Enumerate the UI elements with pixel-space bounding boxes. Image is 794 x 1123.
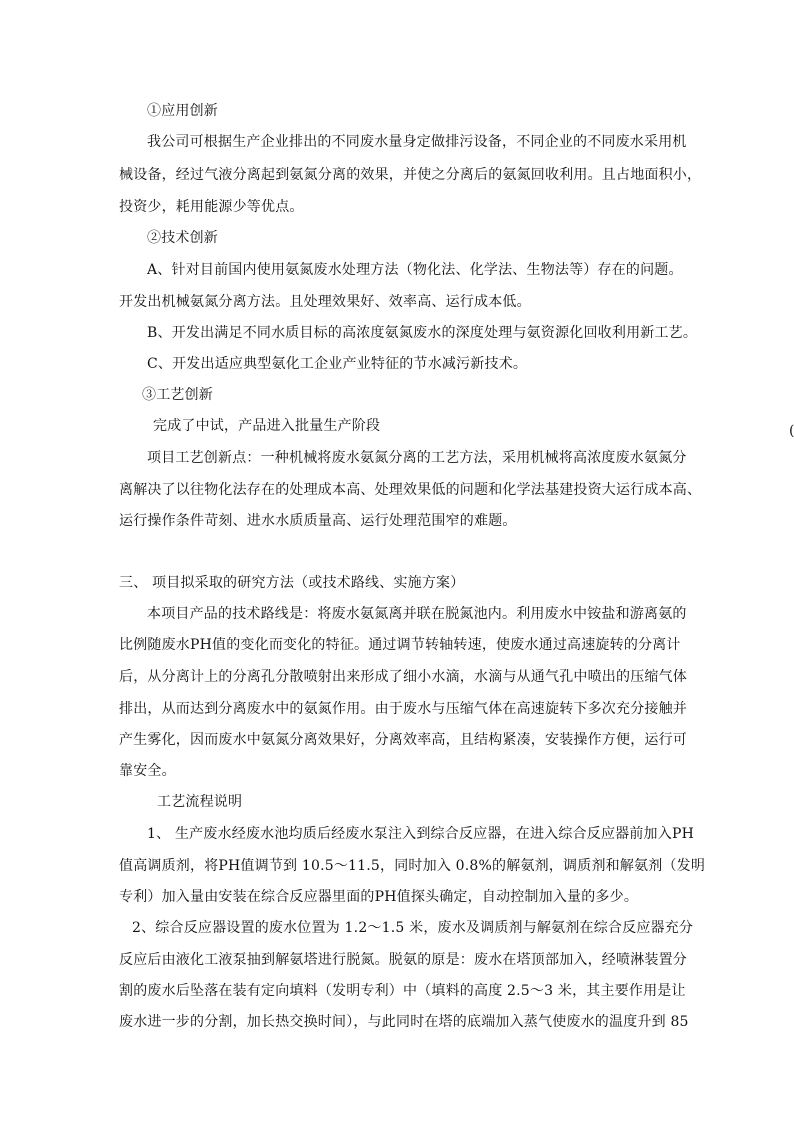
paragraph-line: 开发出机械氨氮分离方法。且处理效果好、效率高、运行成本低。 bbox=[119, 294, 531, 310]
paragraph-line: 投资少，耗用能源少等优点。 bbox=[119, 199, 304, 215]
margin-mark: ( bbox=[789, 423, 794, 439]
paragraph-line: 1、 生产废水经废水池均质后经废水泵注入到综合反应器，在进入综合反应器前加入PH bbox=[147, 826, 694, 842]
paragraph-line: 离解决了以往物化法存在的处理成本高、处理效果低的问题和化学法基建投资大运行成本高、 bbox=[119, 482, 702, 498]
paragraph-line: 反应后由液化工液泵抽到解氨塔进行脱氮。脱氨的原是：废水在塔顶部加入，经喷淋装置分 bbox=[119, 952, 687, 968]
paragraph-line: 械设备，经过气液分离起到氨氮分离的效果，并使之分离后的氨氮回收利用。且占地面积小， bbox=[119, 167, 702, 183]
paragraph-line: 废水进一步的分割，加长热交换时间），与此同时在塔的底端加入蒸气使废水的温度升到 85 bbox=[119, 1014, 689, 1030]
heading-tech-innovation: ②技术创新 bbox=[147, 230, 218, 246]
paragraph-line: 我公司可根据生产企业排出的不同废水量身定做排污设备，不同企业的不同废水采用机 bbox=[147, 134, 687, 150]
paragraph-line: 2、综合反应器设置的废水位置为 1.2～1.5 米，废水及调质剂与解氨剂在综合反应器充分 bbox=[132, 920, 694, 936]
heading-process-innovation: ③工艺创新 bbox=[142, 387, 213, 403]
paragraph-line: 排出，从而达到分离废水中的氨氮作用。由于废水与压缩气体在高速旋转下多次充分接触并 bbox=[119, 701, 687, 717]
paragraph-line: C、开发出适应典型氨化工企业产业特征的节水减污新技术。 bbox=[147, 356, 528, 372]
heading-research-method: 三、 项目拟采取的研究方法（或技术路线、实施方案） bbox=[119, 575, 465, 591]
paragraph-line: 比例随废水PH值的变化而变化的特征。通过调节转轴转速，使废水通过高速旋转的分离计 bbox=[119, 637, 681, 653]
paragraph-line: B、开发出满足不同水质目标的高浓度氨氮废水的深度处理与氨资源化回收利用新工艺。 bbox=[147, 325, 698, 341]
paragraph-line: 专利）加入量由安装在综合反应器里面的PH值探头确定，自动控制加入量的多少。 bbox=[119, 889, 639, 905]
paragraph-line: 靠安全。 bbox=[119, 763, 176, 779]
paragraph-line: 值高调质剂，将PH值调节到 10.5～11.5，同时加入 0.8%的解氨剂，调质剂和解氨剂（发明 bbox=[119, 858, 706, 874]
paragraph-line: 割的废水后坠落在装有定向填料（发明专利）中（填料的高度 2.5～3 米，其主要作用是让 bbox=[119, 983, 686, 999]
paragraph-line: A、针对目前国内使用氨氮废水处理方法（物化法、化学法、生物法等）存在的问题。 bbox=[147, 262, 683, 278]
paragraph-line: 产生雾化，因而废水中氨氮分离效果好，分离效率高，且结构紧凑，安装操作方便，运行可 bbox=[119, 732, 687, 748]
paragraph-line: 项目工艺创新点：一种机械将废水氨氮分离的工艺方法，采用机械将高浓度废水氨氮分 bbox=[147, 450, 687, 466]
heading-process-flow: 工艺流程说明 bbox=[157, 794, 243, 810]
heading-app-innovation: ①应用创新 bbox=[147, 103, 218, 119]
paragraph-line: 运行操作条件苛刻、进水水质质量高、运行处理范围窄的难题。 bbox=[119, 513, 517, 529]
paragraph-line: 完成了中试，产品进入批量生产阶段 bbox=[153, 418, 381, 434]
paragraph-line: 本项目产品的技术路线是：将废水氨氮离并联在脱氮池内。利用废水中铵盐和游离氨的 bbox=[147, 606, 687, 622]
paragraph-line: 后，从分离计上的分离孔分散喷射出来形成了细小水滴，水滴与从通气孔中喷出的压缩气体 bbox=[119, 669, 687, 685]
